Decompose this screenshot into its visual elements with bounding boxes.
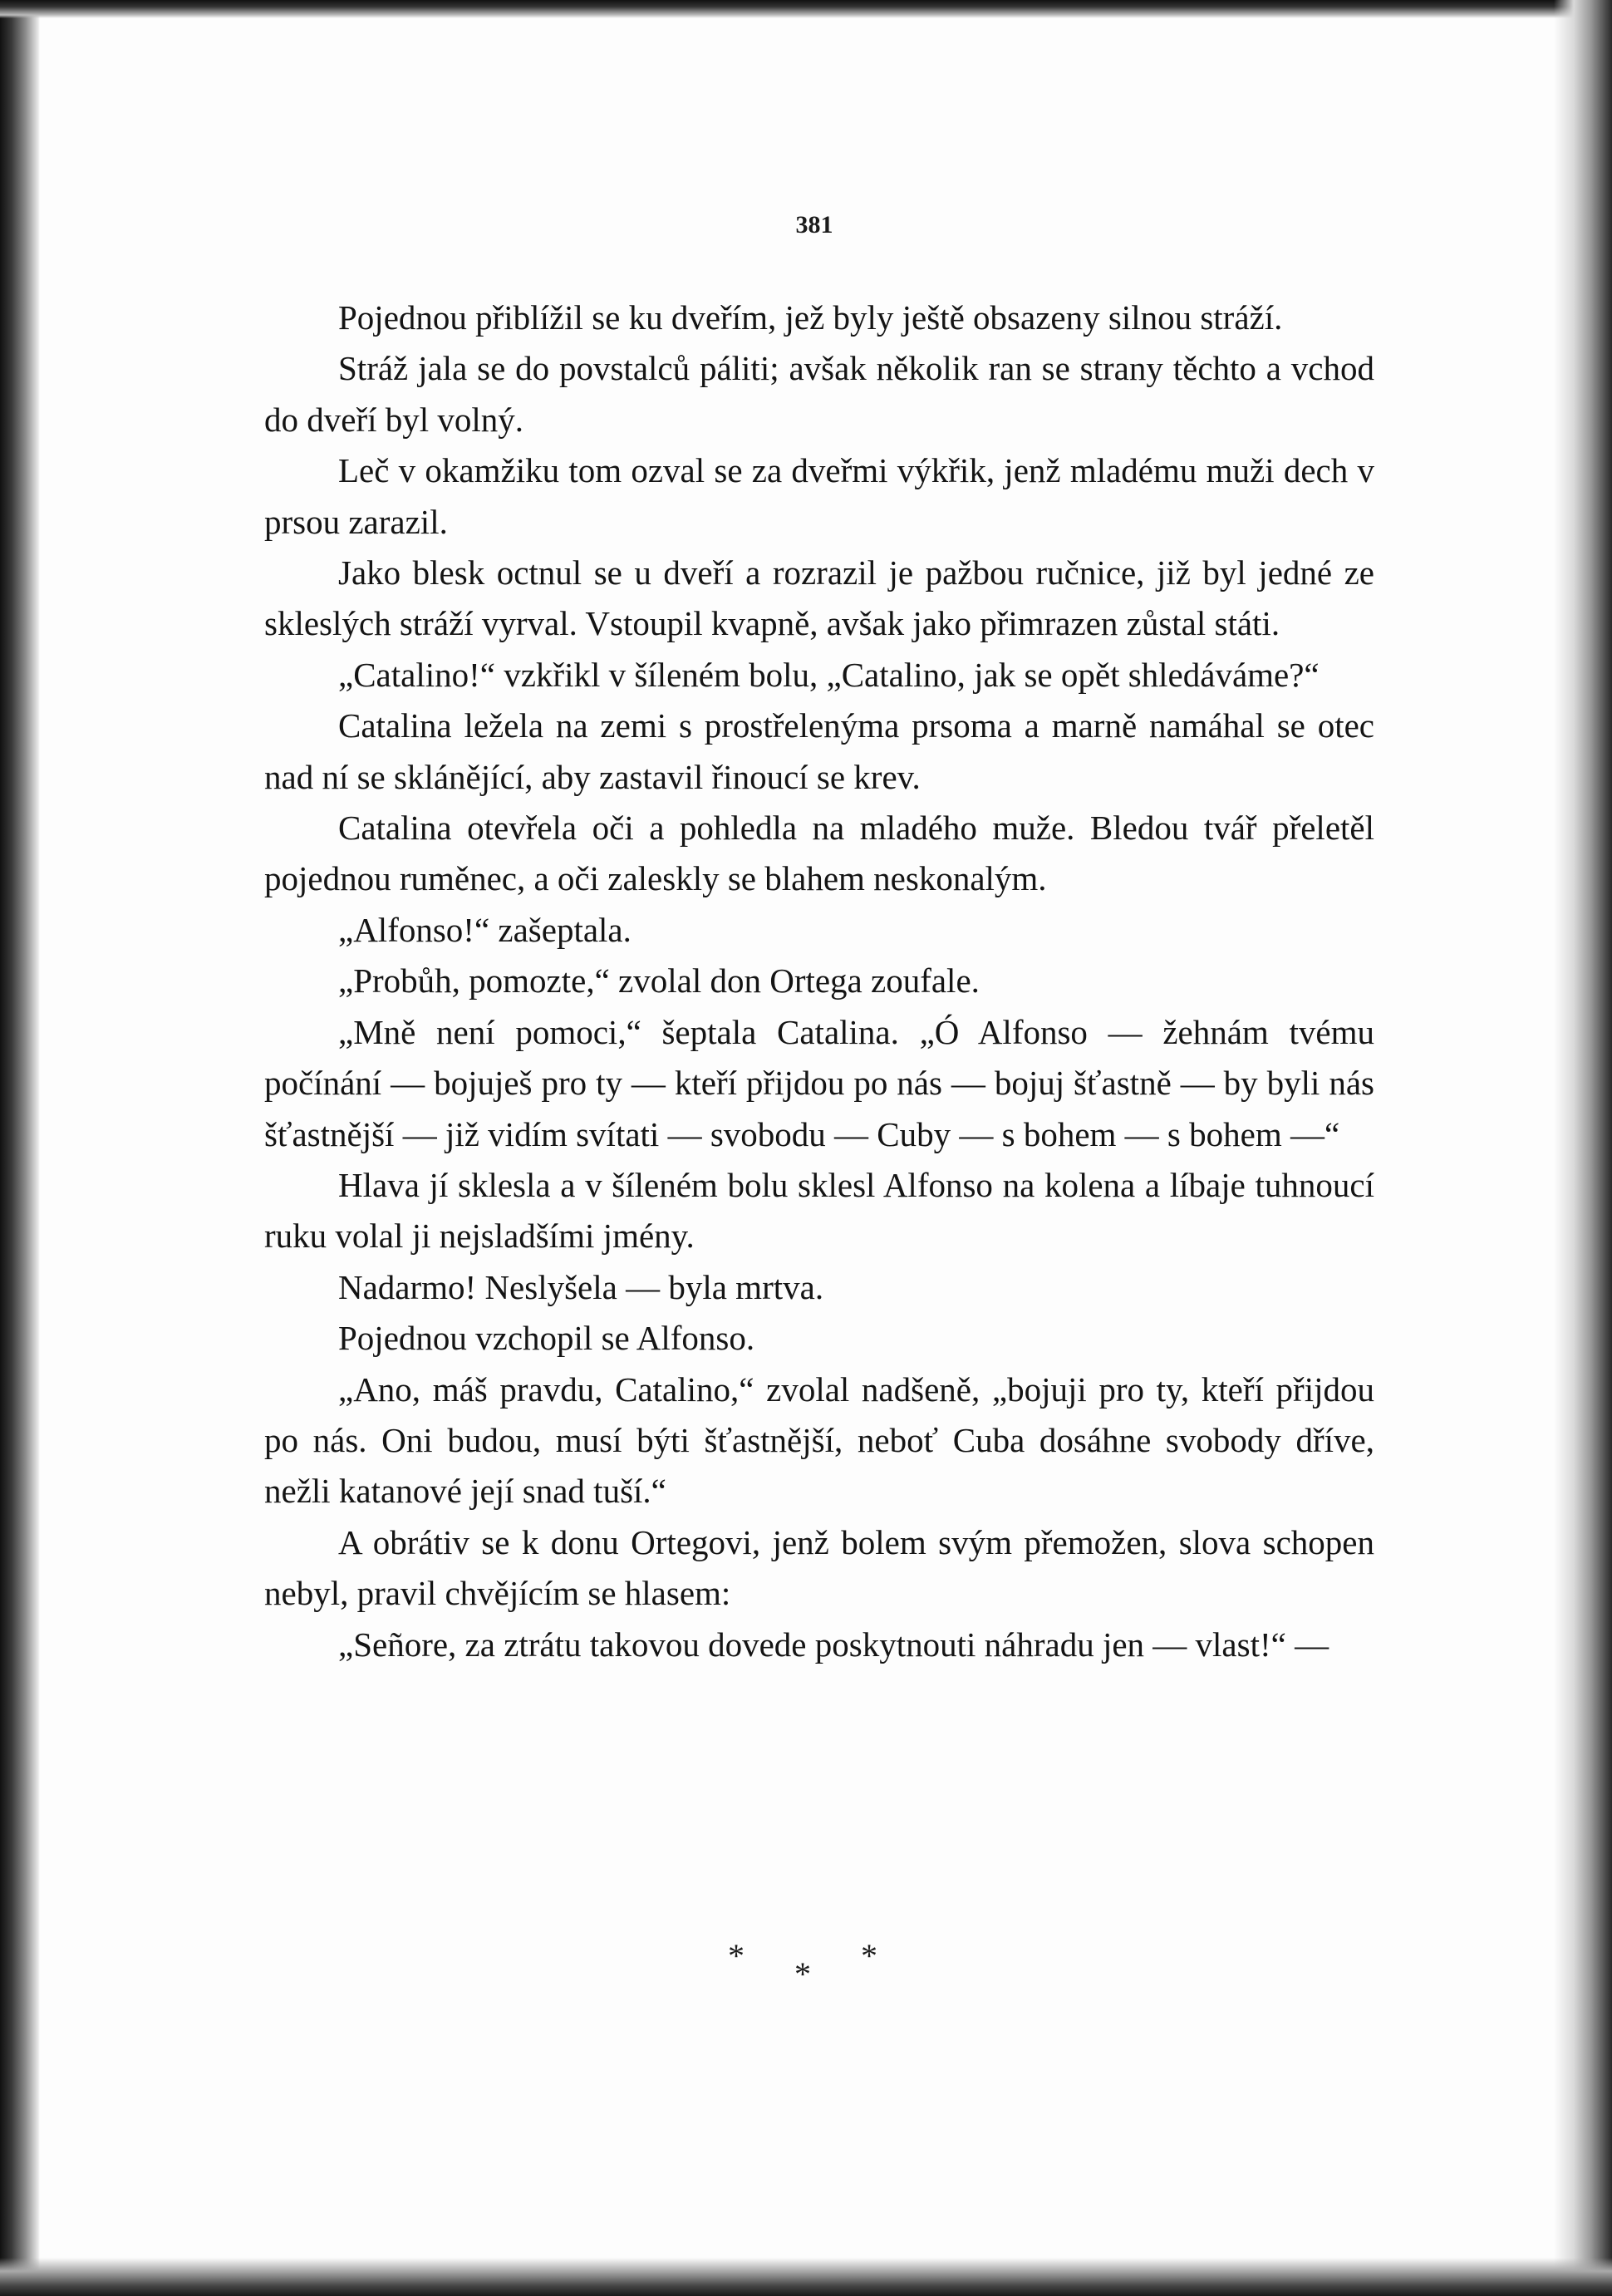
paragraph: Pojednou přiblížil se ku dveřím, jež byly ještě obsazeny silnou stráží. xyxy=(338,298,1283,337)
paragraph: A obrátiv se k donu Ortegovi, jenž bolem svým přemožen, slova schopen nebyl, pravil chvějícím se hlasem: xyxy=(264,1522,1374,1613)
page-edge-bottom xyxy=(0,2258,1612,2296)
page-number: 381 xyxy=(795,211,833,238)
page-edge-left xyxy=(0,0,40,2296)
page-edge-right xyxy=(1554,0,1612,2296)
paragraph: „Alfonso!“ zašeptala. xyxy=(338,910,632,949)
paragraph: Nadarmo! Neslyšela — byla mrtva. xyxy=(338,1267,824,1306)
paragraph: Jako blesk octnul se u dveří a rozrazil je pažbou ručnice, již byl jedné ze skleslých stráží vyrval. Vstoupil kvapně, avšak jako přimrazen zůstal státi. xyxy=(264,553,1374,643)
paragraph: „Señore, za ztrátu takovou dovede poskytnouti náhradu jen — vlast!“ — xyxy=(338,1625,1329,1664)
paragraph: Leč v okamžiku tom ozval se za dveřmi výkřik, jenž mladému muži dech v prsou zarazil. xyxy=(264,451,1374,541)
asterisk: * xyxy=(794,1955,811,1993)
paragraph: „Catalino!“ vzkřikl v šíleném bolu, „Catalino, jak se opět shledáváme?“ xyxy=(338,655,1320,694)
paragraph: Hlava jí sklesla a v šíleném bolu sklesl Alfonso na kolena a líbaje tuhnoucí ruku volal ji nejsladšími jmény. xyxy=(264,1165,1374,1256)
paragraph: Stráž jala se do povstalců páliti; avšak několik ran se strany těchto a vchod do dveří byl volný. xyxy=(264,349,1374,439)
paragraph: Catalina otevřela oči a pohledla na mladého muže. Bledou tvář přeletěl pojednou ruměnec, a oči zaleskly se blahem neskonalým. xyxy=(264,809,1374,898)
asterisk: * xyxy=(728,1937,745,1974)
paragraph: Pojednou vzchopil se Alfonso. xyxy=(338,1319,755,1358)
body-text xyxy=(264,293,1374,1670)
paragraph: „Probůh, pomozte,“ zvolal don Ortega zoufale. xyxy=(338,961,980,1001)
paragraph: Catalina ležela na zemi s prostřelenýma prsoma a marně namáhal se otec nad ní se sklánějící, aby zastavil řinoucí se krev. xyxy=(264,706,1374,796)
paragraph: „Ano, máš pravdu, Catalino,“ zvolal nadšeně, „bojuji pro ty, kteří přijdou po nás. Oni budou, musí býti šťastnější, neboť Cuba dosáhne svobody dříve, nežli katanové její snad tuší.“ xyxy=(264,1369,1374,1511)
asterism-ornament xyxy=(715,1936,897,2003)
page-edge-top xyxy=(0,0,1612,18)
asterisk: * xyxy=(861,1937,877,1974)
paragraph: „Mně není pomoci,“ šeptala Catalina. „Ó Alfonso — žehnám tvému počínání — bojuješ pro ty — kteří přijdou po nás — bojuj šťastně — by byli nás šťastnější — již vidím svítati — svobodu — Cuby — s bohem — s bohem —“ xyxy=(264,1012,1374,1153)
